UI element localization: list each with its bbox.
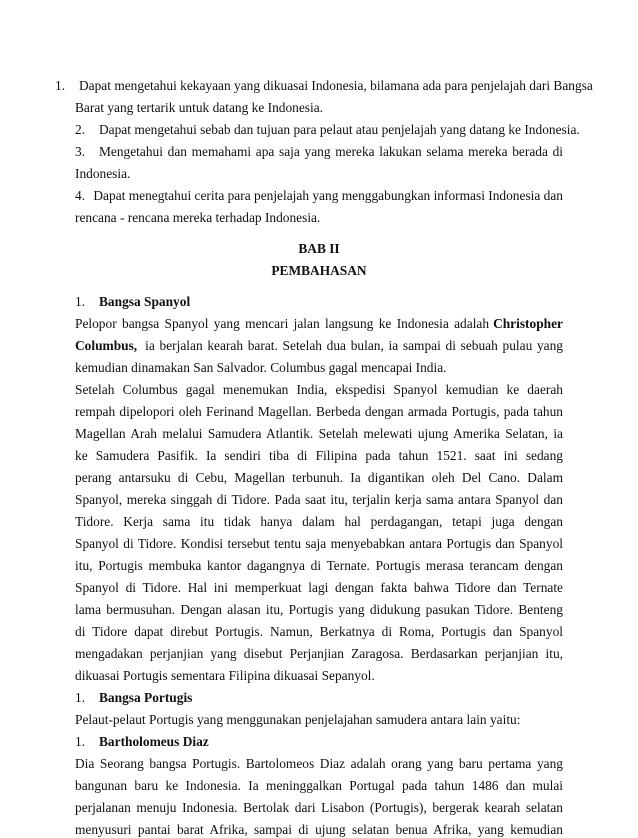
section-number: 1.: [75, 690, 86, 705]
objective-item-1: [55, 78, 593, 94]
paragraph-line: Spanyol, mereka singgah di Tidore. Pada saat itu, terjalin kerja sama antara Spanyol dan: [75, 492, 563, 507]
objective-item-2: [75, 122, 580, 138]
objective-item-4: [75, 188, 563, 204]
paragraph-line: dikuasai Portugis sementara Filipina dikuasai Sepanyol.: [75, 668, 375, 683]
bold-name: Christopher: [493, 316, 563, 331]
paragraph-line: lama bermusuhan. Dengan alasan itu, Portugis yang didukung pasukan Tidore. Benteng: [75, 602, 563, 617]
section-title: Bartholomeus Diaz: [99, 734, 209, 749]
section-title: Bangsa Portugis: [99, 690, 193, 705]
section-number: 1.: [75, 734, 86, 749]
subsection-heading-diaz: [75, 734, 209, 750]
paragraph-line: Spanyol di Tidore. Kondisi tersebut tentu saja menyebabkan antara Portugis dan Spanyol: [75, 536, 563, 551]
paragraph-line: mengadakan perjanjian yang disebut Perjanjian Zaragosa. Berdasarkan perjanjian itu,: [75, 646, 563, 661]
paragraph-line: [75, 338, 563, 354]
paragraph-line: Dia Seorang bangsa Portugis. Bartolomeos Diaz adalah orang yang baru pertama yang: [75, 756, 563, 771]
section-number: 1.: [75, 294, 86, 309]
objective-item-4-cont: rencana - rencana mereka terhadap Indonesia.: [75, 210, 321, 225]
objective-item-3: [75, 144, 563, 160]
objective-text: Dapat menegtahui cerita para penjelajah yang menggabungkan informasi Indonesia dan: [93, 188, 563, 203]
paragraph-line: kemudian dinamakan San Salvador. Columbus gagal mencapai India.: [75, 360, 447, 375]
objective-number: 1.: [55, 78, 66, 93]
paragraph-text: Pelopor bangsa Spanyol yang mencari jalan langsung ke Indonesia adalah: [75, 316, 490, 331]
paragraph-line: itu, Portugis membuka kantor dagangnya di Ternate. Portugis merasa terancam dengan: [75, 558, 563, 573]
paragraph-text: ia berjalan kearah barat. Setelah dua bulan, ia sampai di sebuah pulau yang: [145, 338, 563, 353]
objective-number: 3.: [75, 144, 86, 159]
objective-text: Dapat mengetahui kekayaan yang dikuasai Indonesia, bilamana ada para penjelajah dari Bangsa: [79, 78, 593, 93]
paragraph-line: ke Samudera Pasifik. Ia sendiri tiba di Filipina pada tahun 1521. saat ini sedang: [75, 448, 563, 463]
objective-item-1-cont: Barat yang tertarik untuk datang ke Indonesia.: [75, 100, 324, 115]
paragraph-line: Spanyol di Tidore. Hal ini memperkuat lagi dengan fakta bahwa Tidore dan Ternate: [75, 580, 563, 595]
paragraph-line: menyusuri pantai barat Afrika, sampai di ujung selatan benua Afrika, yang kemudian: [75, 822, 563, 837]
objective-number: 2.: [75, 122, 86, 137]
section-title: Bangsa Spanyol: [99, 294, 191, 309]
chapter-number: BAB II: [298, 241, 340, 256]
paragraph-line: Pelaut-pelaut Portugis yang menggunakan penjelajahan samudera antara lain yaitu:: [75, 712, 521, 727]
chapter-title: PEMBAHASAN: [271, 263, 367, 278]
objective-number: 4.: [75, 188, 86, 203]
paragraph-line: bangunan baru ke Indonesia. Ia meninggalkan Portugal pada tahun 1486 dan mulai: [75, 778, 563, 793]
paragraph-line: di Tidore dapat direbut Portugis. Namun, Berkatnya di Roma, Portugis dan Spanyol: [75, 624, 563, 639]
paragraph-line: Setelah Columbus gagal menemukan India, ekspedisi Spanyol kemudian ke daerah: [75, 382, 563, 397]
section-heading-spanyol: [75, 294, 190, 310]
paragraph-line: perjalanan menuju Indonesia. Bertolak dari Lisabon (Portugis), bergerak kearah selatan: [75, 800, 563, 815]
paragraph-line: perang antarsuku di Cebu, Magellan terbunuh. Ia digantikan oleh Del Cano. Dalam: [75, 470, 563, 485]
objective-item-3-cont: Indonesia.: [75, 166, 131, 181]
paragraph-line: [75, 316, 563, 332]
objective-text: Dapat mengetahui sebab dan tujuan para pelaut atau penjelajah yang datang ke Indonesia.: [99, 122, 580, 137]
paragraph-line: Tidore. Kerja sama itu tidak hanya dalam hal perdagangan, tetapi juga dengan: [75, 514, 563, 529]
objective-text: Mengetahui dan memahami apa saja yang mereka lakukan selama mereka berada di: [99, 144, 563, 159]
paragraph-line: Magellan Arah melalui Samudera Atlantik. Setelah melewati ujung Amerika Selatan, ia: [75, 426, 563, 441]
bold-name: Columbus,: [75, 338, 138, 353]
section-heading-portugis: [75, 690, 192, 706]
paragraph-line: rempah dipelopori oleh Ferinand Magellan. Berbeda dengan armada Portugis, pada tahun: [75, 404, 563, 419]
